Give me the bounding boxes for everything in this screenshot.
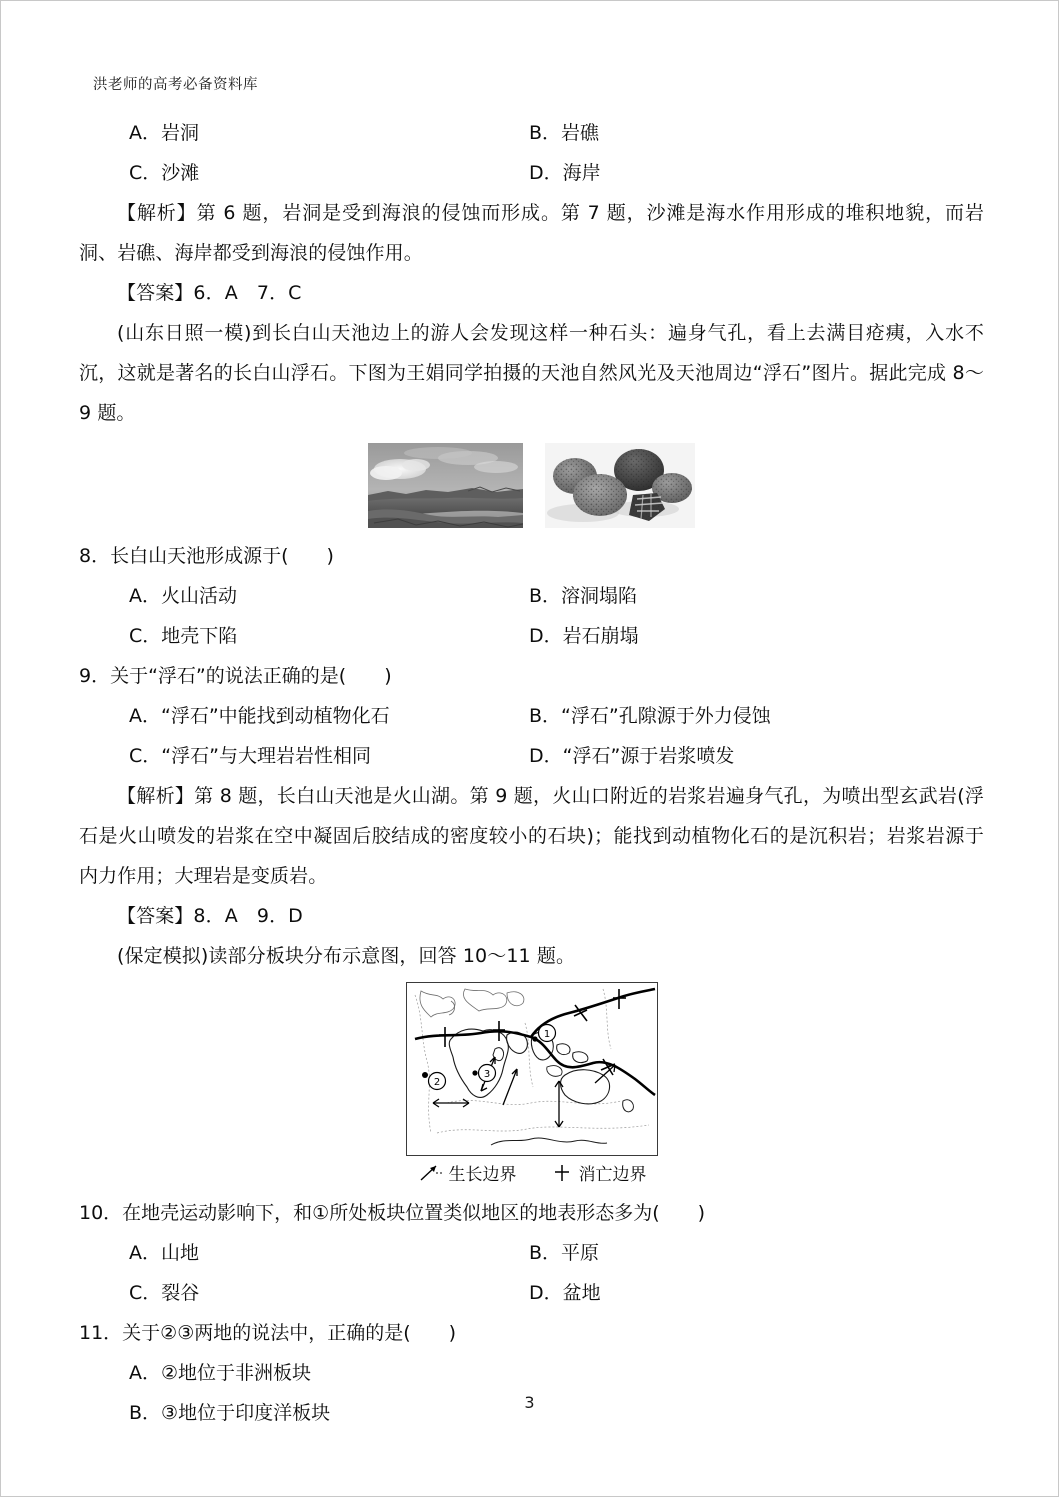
plate-map-figure	[79, 982, 984, 1185]
question-67-options-row-2	[79, 153, 984, 193]
convergent-barb-icon	[551, 1163, 573, 1183]
document-body	[79, 113, 984, 1433]
passage-89-text: (山东日照一模)到长白山天池边上的游人会发现这样一种石头：遍身气孔，看上去满目疮痍，入水不沉，这就是著名的长白山浮石。下图为王娟同学拍摄的天池自然风光及天池周边“浮石”图片。据此完成 8～9 题。	[79, 322, 984, 424]
q10-option-a[interactable]: A．山地	[129, 1242, 199, 1264]
question-11-options-row-1	[79, 1353, 984, 1393]
option-d[interactable]: D．海岸	[529, 162, 601, 184]
q8-option-d[interactable]: D．岩石崩塌	[529, 625, 639, 647]
q11-option-a[interactable]: A．②地位于非洲板块	[129, 1362, 312, 1384]
question-67-options-row-1	[79, 113, 984, 153]
svg-text:3: 3	[483, 1069, 490, 1080]
legend-item-convergent	[551, 1160, 647, 1185]
q9-option-c[interactable]: C．“浮石”与大理岩岩性相同	[129, 745, 371, 767]
plate-distribution-map	[406, 982, 658, 1156]
q8-option-a[interactable]: A．火山活动	[129, 585, 237, 607]
q9-option-b[interactable]: B．“浮石”孔隙源于外力侵蚀	[529, 705, 771, 727]
svg-text:1: 1	[543, 1029, 550, 1040]
q10-option-b[interactable]: B．平原	[529, 1242, 600, 1264]
svg-text:2: 2	[433, 1077, 440, 1088]
analysis-67-text: 【解析】第 6 题，岩洞是受到海浪的侵蚀而形成。第 7 题，沙滩是海水作用形成的堆积地貌，而岩洞、岩礁、海岸都受到海浪的侵蚀作用。	[79, 202, 984, 264]
question-11-stem: 11．关于②③两地的说法中，正确的是( )	[79, 1322, 457, 1344]
pumice-stones-photo	[545, 443, 695, 528]
option-c[interactable]: C．沙滩	[129, 162, 200, 184]
analysis-89-answer: 【答案】8．A 9．D	[117, 905, 303, 927]
q8-option-b[interactable]: B．溶洞塌陷	[529, 585, 638, 607]
question-9-stem: 9．关于“浮石”的说法正确的是( )	[79, 665, 392, 687]
map-legend	[417, 1160, 647, 1185]
question-8-stem: 8．长白山天池形成源于( )	[79, 545, 334, 567]
document-header: 洪老师的高考必备资料库	[93, 77, 258, 93]
analysis-67-answer: 【答案】6．A 7．C	[117, 282, 302, 304]
question-8-options-row-1	[79, 576, 984, 616]
legend-label-divergent: 生长边界	[448, 1165, 517, 1185]
option-b[interactable]: B．岩礁	[529, 122, 600, 144]
q9-option-a[interactable]: A．“浮石”中能找到动植物化石	[129, 705, 390, 727]
q11-option-b[interactable]: B．③地位于印度洋板块	[129, 1402, 331, 1424]
legend-item-divergent	[417, 1160, 517, 1185]
legend-label-convergent: 消亡边界	[578, 1165, 647, 1185]
analysis-89-text: 【解析】第 8 题，长白山天池是火山湖。第 9 题，火山口附近的岩浆岩遍身气孔，为喷出型玄武岩(浮石是火山喷发的岩浆在空中凝固后胶结成的密度较小的石块)；能找到动植物化石的是沉积岩；岩浆岩源于内力作用；大理岩是变质岩。	[79, 785, 984, 887]
question-9-options-row-1	[79, 696, 984, 736]
figures-89	[79, 443, 984, 528]
q10-option-c[interactable]: C．裂谷	[129, 1282, 200, 1304]
page-number: 3	[524, 1393, 535, 1412]
question-8-options-row-2	[79, 616, 984, 656]
question-10-options-row-2	[79, 1273, 984, 1313]
divergent-arrow-icon	[417, 1163, 443, 1183]
q10-option-d[interactable]: D．盆地	[529, 1282, 601, 1304]
question-10-stem: 10．在地壳运动影响下，和①所处板块位置类似地区的地表形态多为( )	[79, 1202, 706, 1224]
question-9-options-row-2	[79, 736, 984, 776]
q8-option-c[interactable]: C．地壳下陷	[129, 625, 238, 647]
question-10-options-row-1	[79, 1233, 984, 1273]
option-a[interactable]: A．岩洞	[129, 122, 199, 144]
q9-option-d[interactable]: D．“浮石”源于岩浆喷发	[529, 745, 735, 767]
passage-1011-text: (保定模拟)读部分板块分布示意图，回答 10～11 题。	[117, 945, 576, 967]
tianchi-landscape-photo	[368, 443, 523, 528]
